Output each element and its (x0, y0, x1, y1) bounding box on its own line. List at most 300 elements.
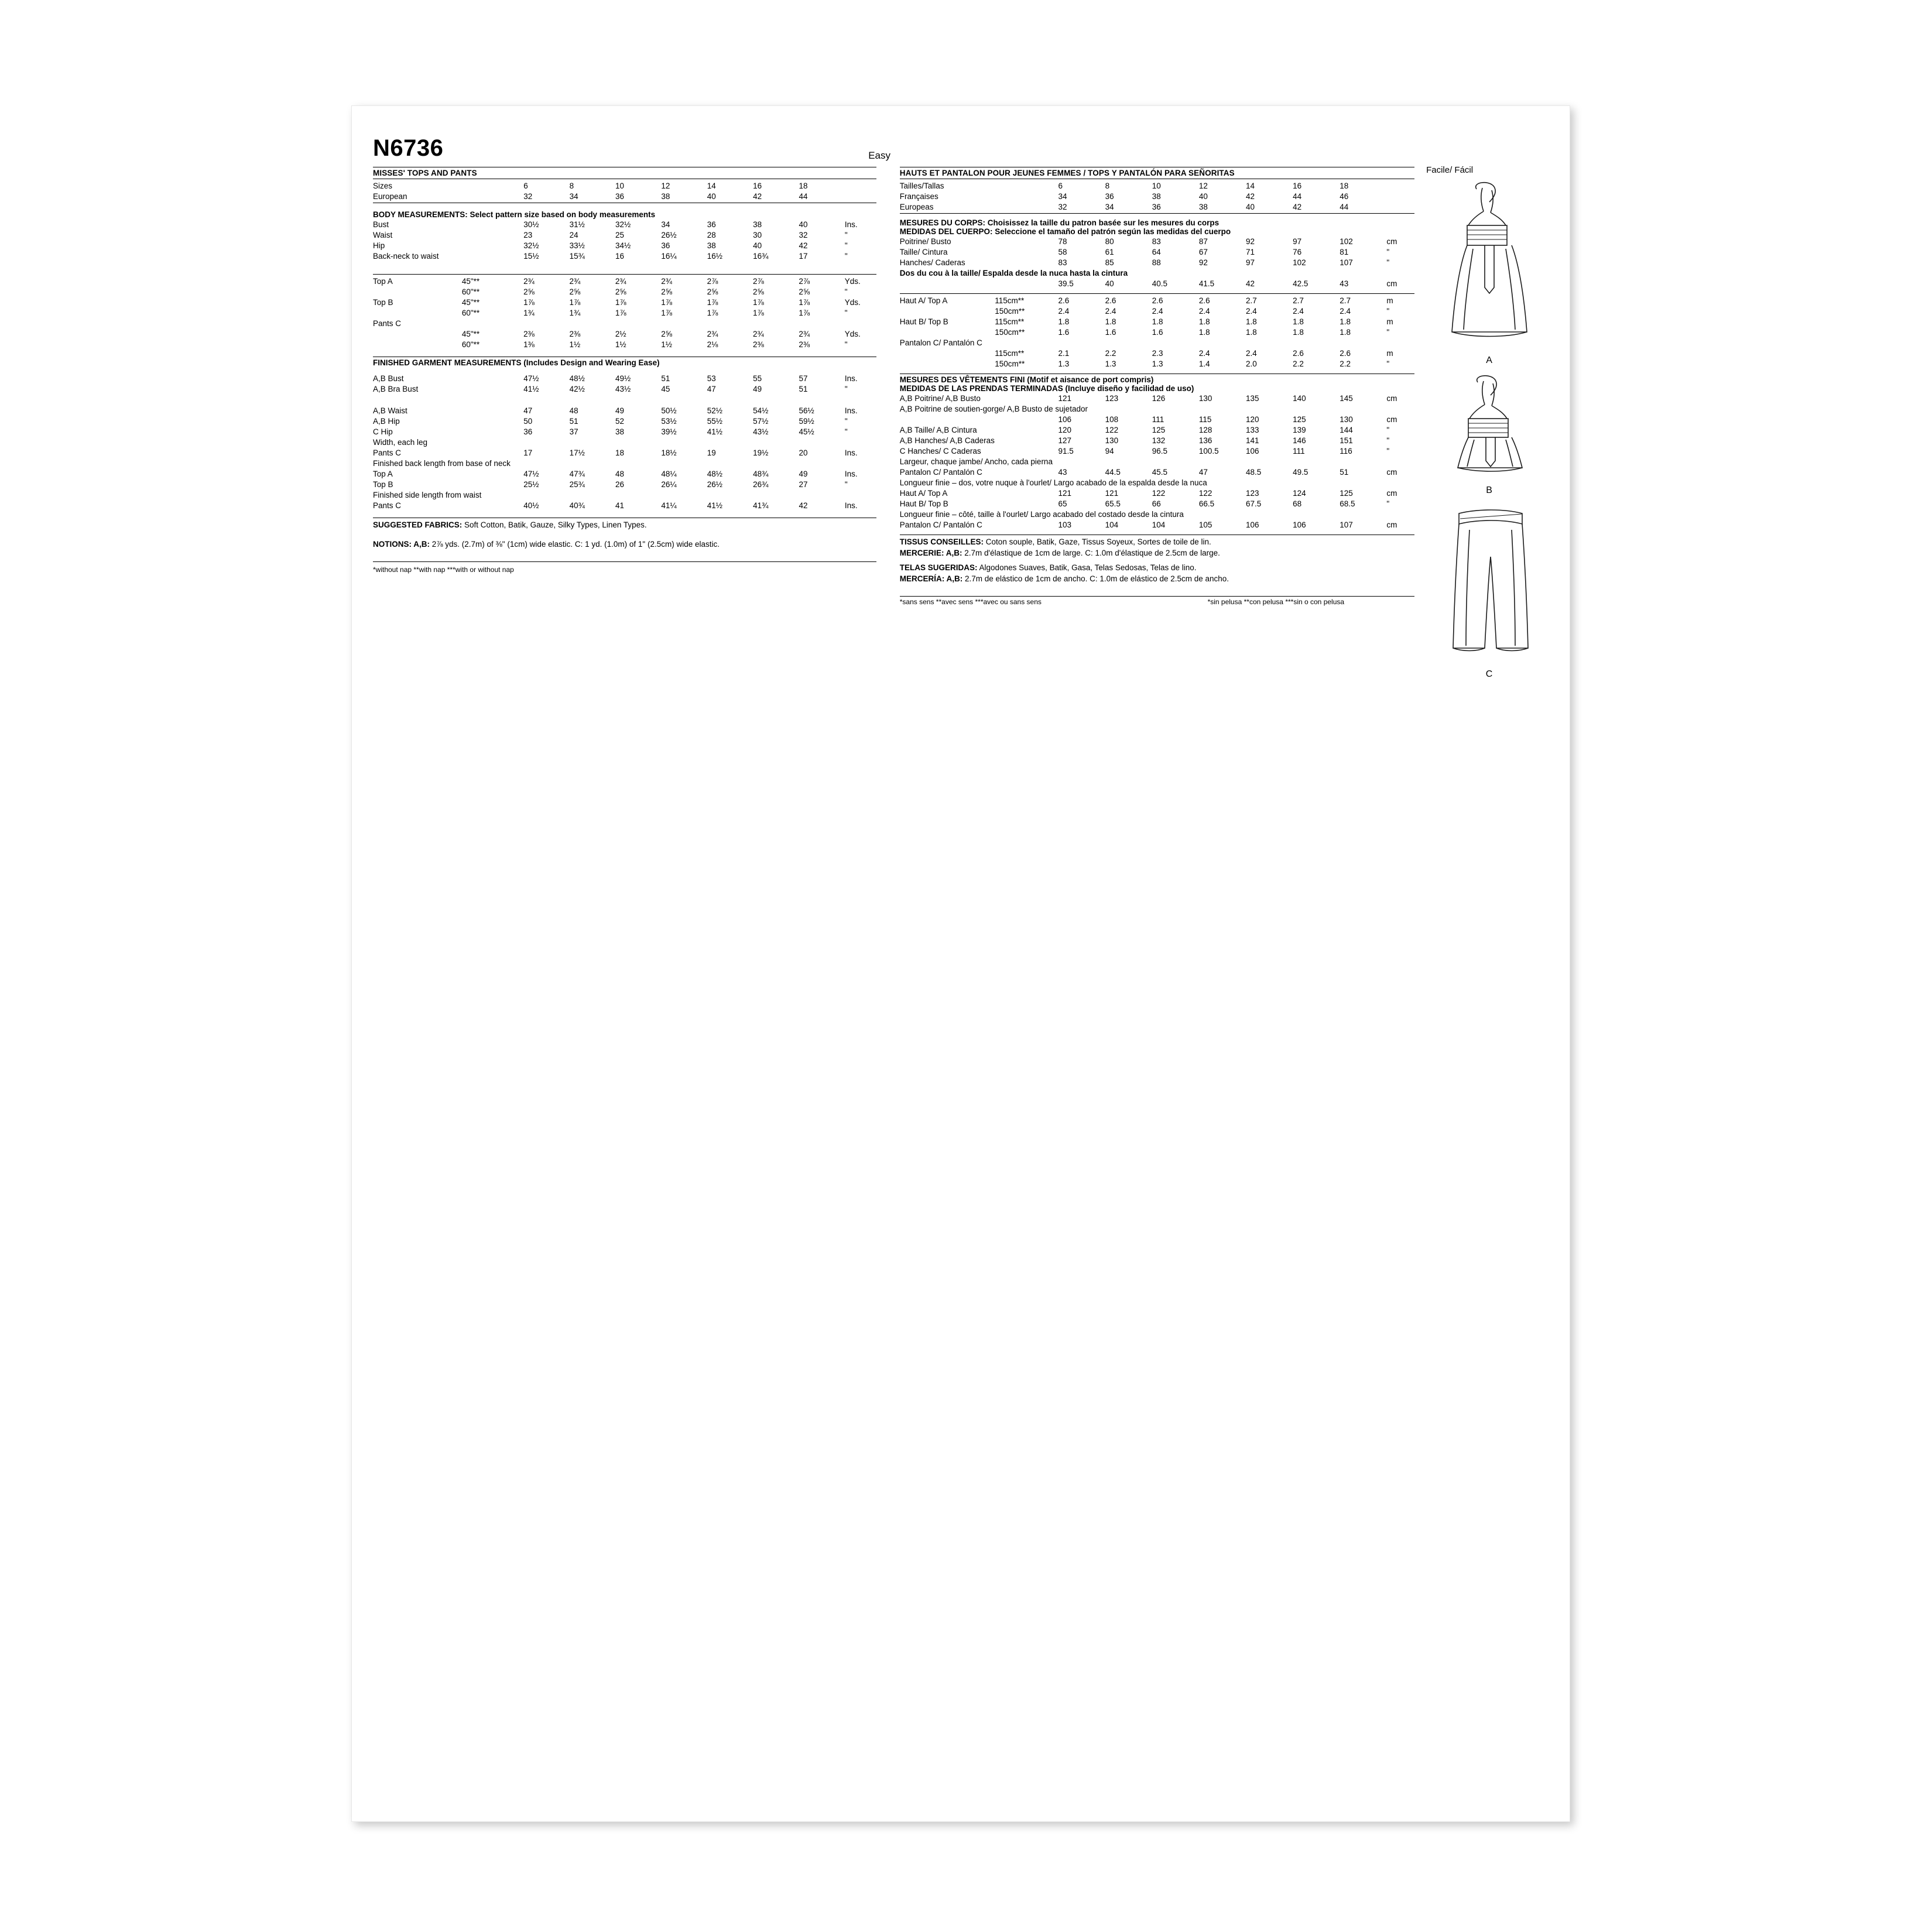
cell: 130 (1198, 393, 1212, 403)
fabric-width: 60"** (461, 287, 480, 296)
cell: 68 (1293, 499, 1302, 508)
cell: 130 (1340, 415, 1353, 424)
cell: 43½ (615, 384, 631, 393)
cell: 87 (1198, 237, 1208, 246)
table-row (373, 328, 876, 339)
row-label: Bust (373, 220, 389, 229)
cell: 40 (1198, 191, 1208, 201)
cell: 16 (1293, 181, 1302, 190)
cell: 116 (1340, 446, 1352, 455)
group-label (373, 286, 462, 297)
cell: 37 (569, 427, 578, 436)
cell: 2.6 (1340, 348, 1351, 358)
notions-text: 2⅞ yds. (2.7m) of ⅜" (1cm) wide elastic. C: 1 yd. (1.0m) of 1" (2.5cm) wide elastic. (430, 540, 720, 549)
cell: 41¾ (753, 501, 769, 510)
cell: 1.6 (1152, 327, 1163, 337)
cell: 25½ (523, 479, 539, 489)
body-measurements-title-es: MEDIDAS DEL CUERPO: Seleccione el tamaño del patrón según las medidas del cuerpo (899, 227, 1231, 236)
cell: 111 (1293, 446, 1305, 455)
cell-unit: " (844, 416, 848, 426)
cell: 71 (1245, 247, 1255, 256)
cell: 14 (707, 181, 716, 190)
cell: 2¾ (753, 329, 764, 338)
cell: 2.4 (1198, 348, 1210, 358)
cell: 2.6 (1105, 296, 1116, 305)
cell: 12 (661, 181, 670, 190)
cell: 120 (1245, 415, 1259, 424)
group-label (900, 327, 995, 337)
table-row (900, 467, 1414, 477)
suggested-fabrics-label: SUGGESTED FABRICS: (373, 520, 463, 529)
cell: 40 (707, 191, 716, 201)
cell: 51 (1340, 467, 1349, 477)
cell: 18½ (661, 448, 677, 457)
cell (799, 318, 844, 328)
cell: 40 (799, 220, 808, 229)
cell: 66 (1152, 499, 1161, 508)
cell-unit: Yds. (844, 276, 861, 286)
group-label (900, 348, 995, 358)
cell: 2⅞ (753, 276, 764, 286)
cell: 12 (1198, 181, 1208, 190)
cell: 25 (615, 230, 624, 239)
table-caption-row (900, 456, 1414, 467)
cell-unit: " (844, 251, 848, 261)
cell: 1.6 (1105, 327, 1116, 337)
cell-unit: " (844, 340, 848, 349)
cell: 2.7 (1245, 296, 1257, 305)
cell: 2¾ (707, 329, 718, 338)
cell: 125 (1293, 415, 1306, 424)
table-row (900, 236, 1414, 246)
cell: 40 (1105, 279, 1114, 288)
cell-unit: cm (1386, 415, 1397, 424)
cell: 2⅝ (707, 287, 718, 296)
group-label: Haut A/ Top A (899, 296, 948, 305)
cell: 38 (615, 427, 624, 436)
cell: 47½ (523, 374, 539, 383)
cell: 2.6 (1058, 296, 1070, 305)
cell: 111 (1152, 415, 1164, 424)
notions-es-label: MERCERÍA: A,B: (899, 574, 963, 583)
table-row (900, 488, 1414, 498)
table-row (900, 316, 1414, 327)
cell: 6 (523, 181, 528, 190)
cell: 1.8 (1340, 317, 1351, 326)
cell: 34 (1105, 202, 1114, 211)
table-row (373, 297, 876, 307)
cell: 2⅜ (799, 340, 810, 349)
cell: 83 (1152, 237, 1161, 246)
row-label: A,B Hanches/ A,B Caderas (899, 436, 995, 445)
cell: 2⅝ (615, 287, 626, 296)
cell: 2⅝ (569, 287, 581, 296)
english-heading: MISSES' TOPS AND PANTS (373, 169, 477, 177)
fabric-width: 45"** (461, 297, 480, 307)
cell: 1.8 (1245, 317, 1257, 326)
cell-unit: " (844, 230, 848, 239)
cell-unit: " (1386, 258, 1390, 267)
cell-unit: " (1386, 359, 1390, 368)
cell: 33½ (569, 241, 585, 250)
table-row (900, 278, 1414, 289)
cell: 2⅝ (661, 329, 673, 338)
cell: 14 (1245, 181, 1255, 190)
english-finished-table (373, 373, 876, 511)
cell: 16¾ (753, 251, 769, 261)
row-label: Taille/ Cintura (899, 247, 948, 256)
cell: 17½ (569, 448, 585, 457)
cell: 1.8 (1152, 317, 1163, 326)
cell: 20 (799, 448, 808, 457)
group-label: Pants C (373, 318, 402, 328)
cell: 108 (1105, 415, 1119, 424)
cell: 104 (1152, 520, 1166, 529)
cell: 104 (1105, 520, 1119, 529)
cell: 1⅞ (661, 297, 673, 307)
cell: 1.8 (1245, 327, 1257, 337)
cell: 146 (1293, 436, 1306, 445)
cell: 36 (1152, 202, 1161, 211)
difficulty-label-fr: Facile/ Fácil (1426, 165, 1474, 175)
cell: 1⅞ (661, 308, 673, 317)
cell: 44 (799, 191, 808, 201)
cell: 102 (1340, 237, 1353, 246)
cell: 53 (707, 374, 716, 383)
group-label: Top A (373, 276, 393, 286)
cell: 132 (1152, 436, 1166, 445)
footnotes-es: *sin pelusa **con pelusa ***sin o con pelusa (1207, 598, 1345, 606)
cell: 2.1 (1058, 348, 1070, 358)
cell: 17 (799, 251, 808, 261)
cell: 1⅞ (753, 297, 764, 307)
cell: 31½ (569, 220, 585, 229)
cell: 105 (1198, 520, 1212, 529)
cell: 107 (1340, 520, 1353, 529)
cell: 57½ (753, 416, 769, 426)
cell: 40¾ (569, 501, 585, 510)
cell: 2⅝ (753, 287, 764, 296)
cell: 2½ (615, 329, 626, 338)
cell: 38 (1152, 191, 1161, 201)
cell: 18 (1340, 181, 1349, 190)
cell: 8 (569, 181, 574, 190)
row-label: Back-neck to waist (373, 251, 439, 261)
cell-unit: cm (1386, 393, 1397, 403)
suggested-fabrics-text: Soft Cotton, Batik, Gauze, Silky Types, Linen Types. (462, 520, 647, 529)
cell: 122 (1105, 425, 1119, 434)
group-caption: Longueur finie – côté, taille à l'ourlet/ Largo acabado del costado desde la cintura (899, 509, 1184, 519)
cell-unit: cm (1386, 488, 1397, 498)
row-label: Hip (373, 241, 385, 250)
row-label: Top B (373, 479, 393, 489)
cell: 23 (523, 230, 533, 239)
cell: 48.5 (1245, 467, 1262, 477)
cell: 76 (1293, 247, 1302, 256)
row-label: A,B Bust (373, 374, 404, 383)
cell: 32½ (615, 220, 631, 229)
table-caption-row (373, 489, 876, 500)
cell: 96.5 (1152, 446, 1168, 455)
cell: 2.4 (1105, 306, 1116, 316)
cell: 2.4 (1198, 306, 1210, 316)
cell: 43 (1058, 467, 1067, 477)
cell: 42 (753, 191, 762, 201)
row-label: Hanches/ Caderas (899, 258, 965, 267)
table-row (373, 286, 876, 297)
cell: 38 (1198, 202, 1208, 211)
cell: 2⅝ (661, 287, 673, 296)
cell: 26¼ (661, 479, 677, 489)
cell: 97 (1293, 237, 1302, 246)
cell: 1.8 (1340, 327, 1351, 337)
cell: 55 (753, 374, 762, 383)
cell-unit: Ins. (844, 220, 858, 229)
french-size-table (900, 180, 1414, 212)
cell: 28 (707, 230, 716, 239)
row-label: Haut A/ Top A (899, 488, 948, 498)
cell-unit: " (1386, 499, 1390, 508)
cell: 43 (1340, 279, 1349, 288)
cell: 32 (523, 191, 533, 201)
english-yardage-table (373, 276, 876, 350)
row-label: A,B Hip (373, 416, 400, 426)
cell: 133 (1245, 425, 1259, 434)
row-label: A,B Waist (373, 406, 407, 415)
cell: 40 (1245, 202, 1255, 211)
view-c-drawing (1431, 504, 1548, 668)
cell: 41½ (707, 501, 722, 510)
group-caption: Finished back length from base of neck (373, 458, 511, 468)
cell-unit: " (844, 479, 848, 489)
cell: 45.5 (1152, 467, 1168, 477)
cell: 97 (1245, 258, 1255, 267)
cell: 36 (615, 191, 624, 201)
cell: 32 (799, 230, 808, 239)
cell: 44 (1340, 202, 1349, 211)
cell: 106 (1293, 520, 1306, 529)
cell: 151 (1340, 436, 1353, 445)
french-spanish-column (900, 165, 1414, 680)
group-label: Haut B/ Top B (899, 317, 948, 326)
table-row (373, 500, 876, 511)
cell: 1.8 (1293, 317, 1304, 326)
table-caption-row (900, 268, 1414, 278)
table-row (900, 348, 1414, 358)
table-row (373, 339, 876, 350)
table-row (900, 306, 1414, 316)
cell: 2¾ (523, 276, 535, 286)
french-heading: HAUTS ET PANTALON POUR JEUNES FEMMES / TOPS Y PANTALÓN PARA SEÑORITAS (899, 169, 1235, 177)
cell: 130 (1105, 436, 1119, 445)
row-label: Sizes (373, 181, 393, 190)
finished-title-es: MEDIDAS DE LAS PRENDAS TERMINADAS (Incluye diseño y facilidad de uso) (899, 384, 1194, 393)
cell: 66.5 (1198, 499, 1215, 508)
view-b-drawing (1431, 373, 1548, 484)
cell: 2⅝ (523, 287, 535, 296)
fabric-width: 150cm** (995, 327, 1025, 337)
cell-unit: Ins. (844, 501, 858, 510)
cell: 123 (1245, 488, 1259, 498)
cell: 68.5 (1340, 499, 1355, 508)
cell: 1⅞ (753, 308, 764, 317)
cell-unit: Ins. (844, 469, 858, 478)
cell: 122 (1152, 488, 1166, 498)
table-caption-row (900, 403, 1414, 414)
cell-unit: cm (1386, 237, 1397, 246)
cell: 45 (661, 384, 670, 393)
cell: 2.7 (1340, 296, 1351, 305)
view-a-drawing (1431, 179, 1548, 354)
group-caption: Largeur, chaque jambe/ Ancho, cada pierna (899, 457, 1053, 466)
cell: 2⅞ (799, 276, 810, 286)
cell: 25¾ (569, 479, 585, 489)
cell: 2.7 (1293, 296, 1304, 305)
cell: 125 (1152, 425, 1166, 434)
cell: 38 (661, 191, 670, 201)
cell: 52 (615, 416, 624, 426)
cell: 139 (1293, 425, 1306, 434)
cell: 102 (1293, 258, 1306, 267)
cell: 15¾ (569, 251, 585, 261)
cell (661, 318, 707, 328)
table-row (373, 373, 876, 383)
row-label: Europeas (899, 202, 934, 211)
row-label (900, 278, 1059, 289)
cell: 1.8 (1105, 317, 1116, 326)
cell: 42 (1245, 191, 1255, 201)
cell (1386, 191, 1414, 201)
group-caption: A,B Poitrine de soutien-gorge/ A,B Busto de sujetador (899, 404, 1088, 413)
cell: 2.0 (1245, 359, 1257, 368)
cell: 135 (1245, 393, 1259, 403)
cell-unit: " (844, 384, 848, 393)
cell: 127 (1058, 436, 1072, 445)
cell: 45½ (799, 427, 814, 436)
cell: 1⅞ (615, 297, 626, 307)
row-label: Top A (373, 469, 393, 478)
table-row (373, 240, 876, 251)
cell: 1⅞ (799, 297, 810, 307)
row-label: Pants C (373, 501, 402, 510)
cell: 92 (1198, 258, 1208, 267)
cell (615, 318, 661, 328)
table-row (900, 191, 1414, 201)
table-caption-row (373, 458, 876, 468)
group-label: Pantalon C/ Pantalón C (899, 338, 982, 347)
cell: 52½ (707, 406, 722, 415)
table-row (373, 468, 876, 479)
cell: 27 (799, 479, 808, 489)
cell: 91.5 (1058, 446, 1074, 455)
cell: 30 (753, 230, 762, 239)
cell: 1⅞ (523, 297, 535, 307)
cell: 2.4 (1152, 306, 1163, 316)
cell: 128 (1198, 425, 1212, 434)
english-column (373, 165, 876, 680)
cell-unit: " (844, 427, 848, 436)
cell: 51 (569, 416, 578, 426)
row-label: Tailles/Tallas (899, 181, 944, 190)
cell-unit: " (844, 308, 848, 317)
cell: 40 (753, 241, 762, 250)
cell: 94 (1105, 446, 1114, 455)
cell: 2.2 (1105, 348, 1116, 358)
group-label (373, 307, 462, 318)
cell: 106 (1245, 446, 1259, 455)
cell: 103 (1058, 520, 1072, 529)
table-row (373, 276, 876, 286)
cell: 100.5 (1198, 446, 1219, 455)
cell-unit: " (844, 241, 848, 250)
table-row (900, 393, 1414, 403)
cell: 34 (661, 220, 670, 229)
cell: 1.3 (1105, 359, 1116, 368)
cell: 32 (1058, 202, 1067, 211)
table-row (373, 229, 876, 240)
table-row (900, 446, 1414, 456)
cell: 1⅞ (799, 308, 810, 317)
cell: 16 (753, 181, 762, 190)
cell: 121 (1058, 393, 1072, 403)
cell-unit: m (1386, 348, 1393, 358)
cell: 42 (799, 241, 808, 250)
cell: 56½ (799, 406, 814, 415)
footnotes-fr-es (900, 598, 1414, 606)
row-label: A,B Taille/ A,B Cintura (899, 425, 977, 434)
cell-unit: " (1386, 327, 1390, 337)
cell: 1⅞ (615, 308, 626, 317)
table-row (373, 251, 876, 261)
cell-unit: cm (1386, 467, 1397, 477)
cell: 18 (615, 448, 624, 457)
cell-unit: " (1386, 436, 1390, 445)
cell (523, 318, 569, 328)
cell: 92 (1245, 237, 1255, 246)
cell: 48 (615, 469, 624, 478)
cell: 47 (707, 384, 716, 393)
cell: 2.6 (1152, 296, 1163, 305)
group-label (900, 358, 995, 369)
cell: 16 (615, 251, 624, 261)
cell: 41¼ (661, 501, 677, 510)
table-row (373, 180, 876, 191)
cell: 2.6 (1198, 296, 1210, 305)
cell: 2¾ (799, 329, 810, 338)
table-row (900, 498, 1414, 509)
cell: 48½ (707, 469, 722, 478)
cell: 121 (1058, 488, 1072, 498)
cell: 2⅛ (707, 340, 718, 349)
cell: 8 (1105, 181, 1110, 190)
cell (1386, 180, 1414, 191)
cell: 1.3 (1152, 359, 1163, 368)
row-label: Pantalon C/ Pantalón C (899, 520, 982, 529)
row-label: Françaises (899, 191, 938, 201)
fabrics-fr-label: TISSUS CONSEILLES: (899, 537, 984, 546)
cell: 126 (1152, 393, 1166, 403)
header (373, 135, 1552, 162)
fabrics-es-label: TELAS SUGERIDAS: (899, 563, 978, 572)
cell: 1⅞ (707, 297, 718, 307)
cell: 1¾ (523, 308, 535, 317)
cell: 2¾ (615, 276, 626, 286)
spacer-row (373, 394, 876, 405)
row-label: Poitrine/ Busto (899, 237, 951, 246)
body-measurements-title-fr: MESURES DU CORPS: Choisissez la taille du patron basée sur les mesures du corps (899, 218, 1220, 227)
cell: 50½ (661, 406, 677, 415)
footnotes-en: *without nap **with nap ***with or without nap (373, 566, 514, 574)
